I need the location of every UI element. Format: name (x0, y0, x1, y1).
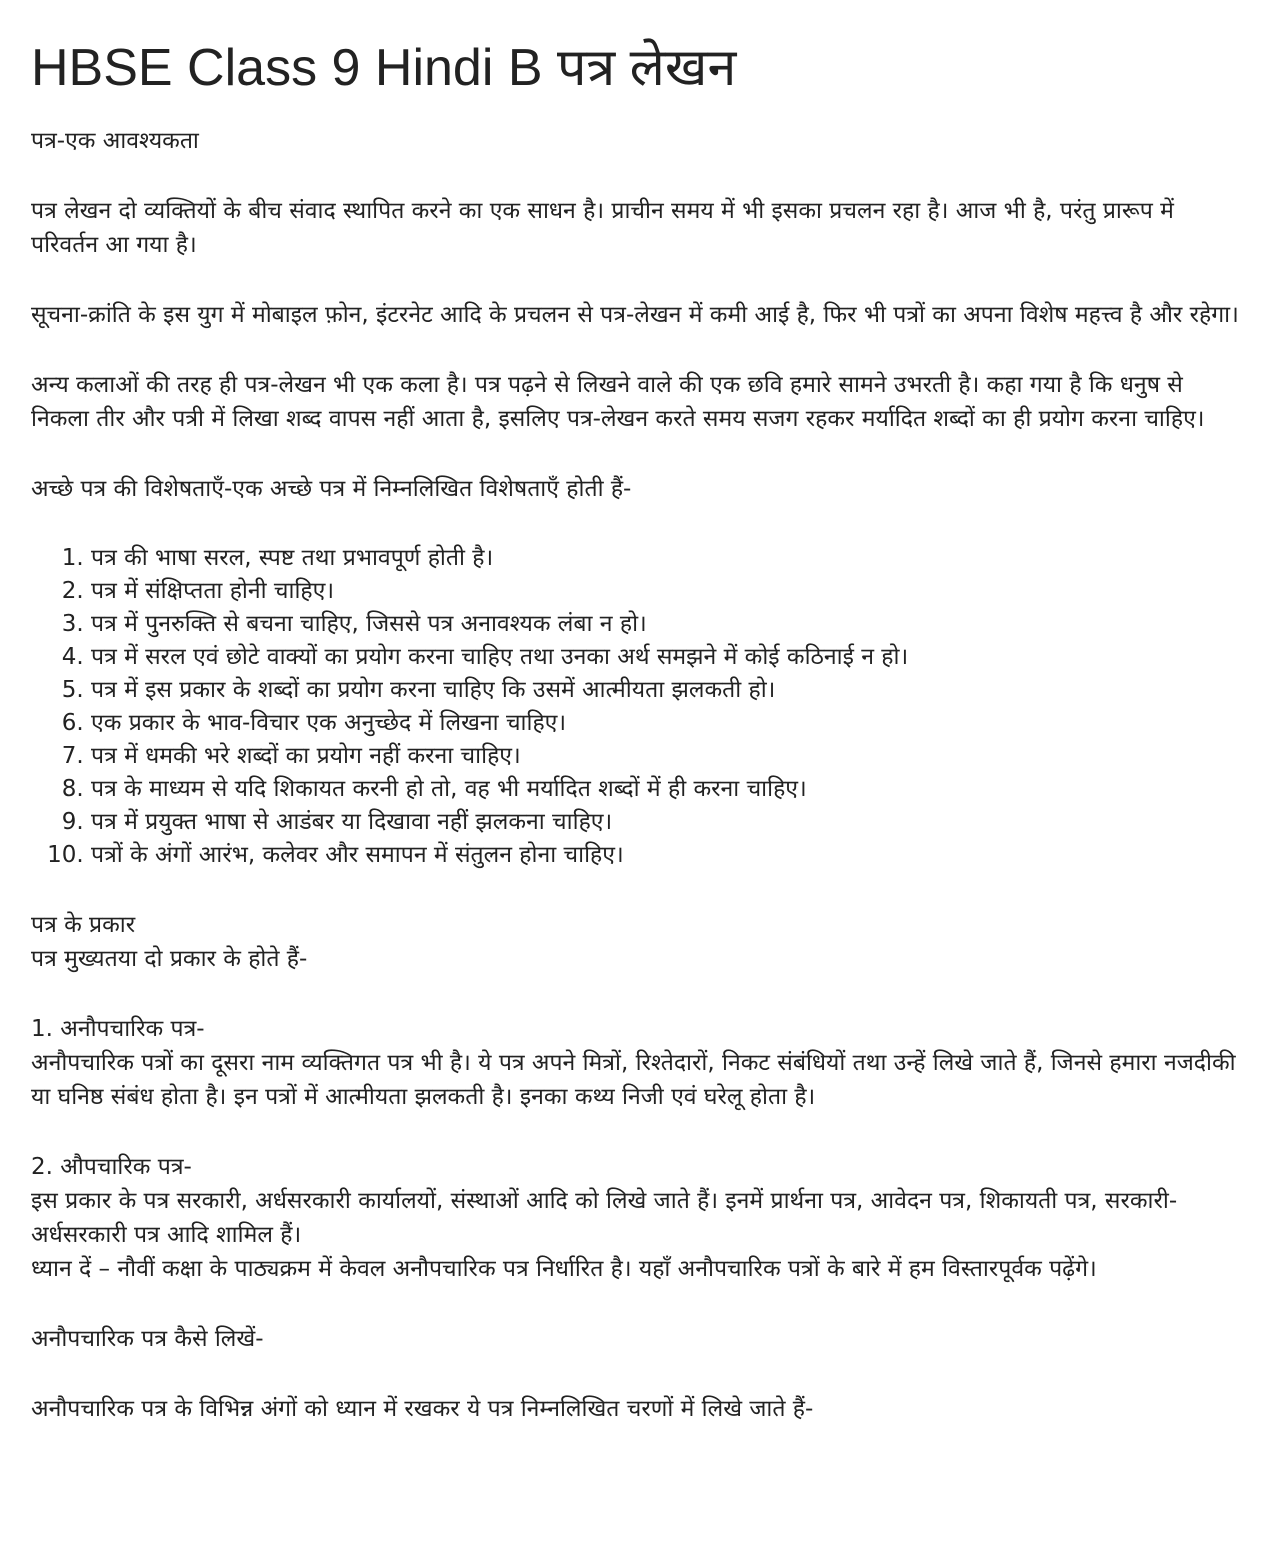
intro-heading: पत्र-एक आवश्यकता (31, 128, 199, 154)
list-item: 4. पत्र में सरल एवं छोटे वाक्यों का प्रयोग करना चाहिए तथा उनका अर्थ समझने में कोई कठिनाई न हो। (91, 641, 1244, 674)
list-item: 9. पत्र में प्रयुक्त भाषा से आडंबर या दिखावा नहीं झलकना चाहिए। (91, 806, 1244, 839)
paragraph-1: पत्र लेखन दो व्यक्तियों के बीच संवाद स्थापित करने का एक साधन है। प्राचीन समय में भी इसका प्रचलन रहा है। आज भी है, परंतु प्रारूप में परिवर्तन आ गया है। (31, 198, 1174, 258)
features-list (31, 542, 1244, 872)
types-heading: पत्र के प्रकार (31, 912, 136, 938)
list-item: 2. पत्र में संक्षिप्तता होनी चाहिए। (91, 575, 1244, 608)
paragraph-2: सूचना-क्रांति के इस युग में मोबाइल फ़ोन, इंटरनेट आदि के प्रचलन से पत्र-लेखन में कमी आई है, फिर भी पत्रों का अपना विशेष महत्त्व है और रहेगा। (31, 302, 1239, 328)
types-intro: पत्र मुख्यतया दो प्रकार के होते हैं- (31, 946, 308, 972)
page-title: HBSE Class 9 Hindi B पत्र लेखन (31, 39, 737, 97)
formal-heading: 2. औपचारिक पत्र- (31, 1154, 192, 1180)
list-item: 6. एक प्रकार के भाव-विचार एक अनुच्छेद में लिखना चाहिए। (91, 707, 1244, 740)
formal-note: ध्यान दें – नौवीं कक्षा के पाठ्यक्रम में केवल अनौपचारिक पत्र निर्धारित है। यहाँ अनौपचारिक पत्रों के बारे में हम विस्तारपूर्वक पढ़ेंगे। (31, 1256, 1097, 1282)
how-to-text: अनौपचारिक पत्र के विभिन्न अंगों को ध्यान में रखकर ये पत्र निम्नलिखित चरणों में लिखे जाते हैं- (31, 1396, 814, 1422)
how-to-heading: अनौपचारिक पत्र कैसे लिखें- (31, 1326, 264, 1352)
list-item: 8. पत्र के माध्यम से यदि शिकायत करनी हो तो, वह भी मर्यादित शब्दों में ही करना चाहिए। (91, 773, 1244, 806)
list-item: 5. पत्र में इस प्रकार के शब्दों का प्रयोग करना चाहिए कि उसमें आत्मीयता झलकती हो। (91, 674, 1244, 707)
list-item: 7. पत्र में धमकी भरे शब्दों का प्रयोग नहीं करना चाहिए। (91, 740, 1244, 773)
formal-text: इस प्रकार के पत्र सरकारी, अर्धसरकारी कार्यालयों, संस्थाओं आदि को लिखे जाते हैं। इनमें प्रार्थना पत्र, आवेदन पत्र, शिकायती पत्र, सरकारी-अर्धसरकारी पत्र आदि शामिल हैं। (31, 1188, 1178, 1248)
list-item: 10. पत्रों के अंगों आरंभ, कलेवर और समापन में संतुलन होना चाहिए। (91, 839, 1244, 872)
informal-heading: 1. अनौपचारिक पत्र- (31, 1016, 205, 1042)
paragraph-3: अन्य कलाओं की तरह ही पत्र-लेखन भी एक कला है। पत्र पढ़ने से लिखने वाले की एक छवि हमारे सामने उभरती है। कहा गया है कि धनुष से निकला तीर और पत्री में लिखा शब्द वापस नहीं आता है, इसलिए पत्र-लेखन करते समय सजग रहकर मर्यादित शब्दों का ही प्रयोग करना चाहिए। (31, 372, 1205, 432)
list-item: 1. पत्र की भाषा सरल, स्पष्ट तथा प्रभावपूर्ण होती है। (91, 542, 1244, 575)
features-heading: अच्छे पत्र की विशेषताएँ-एक अच्छे पत्र में निम्नलिखित विशेषताएँ होती हैं- (31, 476, 632, 502)
list-item: 3. पत्र में पुनरुक्ति से बचना चाहिए, जिससे पत्र अनावश्यक लंबा न हो। (91, 608, 1244, 641)
informal-text: अनौपचारिक पत्रों का दूसरा नाम व्यक्तिगत पत्र भी है। ये पत्र अपने मित्रों, रिश्तेदारों, निकट संबंधियों तथा उन्हें लिखे जाते हैं, जिनसे हमारा नजदीकी या घनिष्ठ संबंध होता है। इन पत्रों में आत्मीयता झलकती है। इनका कथ्य निजी एवं घरेलू होता है। (31, 1050, 1236, 1110)
